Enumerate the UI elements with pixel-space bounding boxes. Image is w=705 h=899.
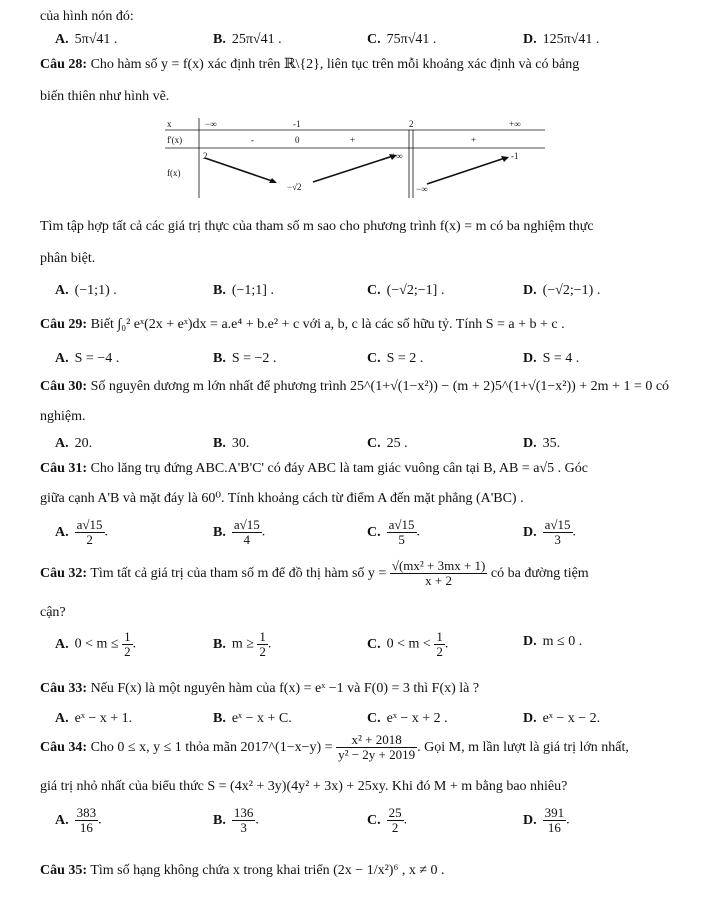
q29-option-a[interactable]: A. S = −4 .	[55, 351, 120, 366]
q34-option-a[interactable]: A. $\frac{383}{16}$ .	[55, 805, 102, 835]
arrow-increase-2	[427, 158, 505, 184]
q28-option-a[interactable]: A. (−1;1) .	[55, 283, 117, 298]
variation-table	[165, 118, 545, 198]
vt-x-1: -1	[293, 119, 301, 129]
vt-f-val-4: -1	[511, 151, 519, 161]
vt-fp-sign-3: +	[471, 135, 477, 145]
q29-options	[55, 347, 655, 373]
q34-option-d[interactable]: D. $\frac{391}{16}$ .	[523, 805, 570, 835]
q32-fraction: $\frac{\text{√(mx² + 3mx + 1)}}{x + 2}$	[391, 558, 486, 589]
q32-option-c[interactable]: C. 0 < m < $\frac{1}{2}$ .	[367, 629, 449, 659]
q34-options	[55, 806, 655, 846]
q27-option-d[interactable]: D. 125π√41 .	[523, 32, 600, 47]
q33-option-c[interactable]: C. eˣ − x + 2 .	[367, 711, 448, 726]
q28-option-c[interactable]: C. (−√2;−1] .	[367, 283, 445, 298]
q28-option-d[interactable]: D. (−√2;−1) .	[523, 283, 601, 298]
q28-text-3: Tìm tập hợp tất cả các giá trị thực của tham số m sao cho phương trình f(x) = m có ba nghiệm thực	[40, 219, 594, 234]
q29-option-b[interactable]: B. S = −2 .	[213, 351, 277, 366]
q32-option-a[interactable]: A. 0 < m ≤ $\frac{1}{2}$ .	[55, 629, 137, 659]
q33-option-b[interactable]: B. eˣ − x + C.	[213, 711, 292, 726]
q29-option-d[interactable]: D. S = 4 .	[523, 351, 580, 366]
q28-option-b[interactable]: B. (−1;1] .	[213, 283, 274, 298]
q30-option-b[interactable]: B. 30.	[213, 436, 250, 451]
q31-text-1: Câu 31: Cho lăng trụ đứng ABC.A'B'C' có đáy ABC là tam giác vuông cân tại B, AB = a√5 . Góc	[40, 461, 588, 476]
q27-tail: của hình nón đó:	[40, 9, 134, 24]
q32-option-b[interactable]: B. m ≥ $\frac{1}{2}$ .	[213, 629, 272, 659]
q30-option-d[interactable]: D. 35.	[523, 436, 561, 451]
q32-option-d[interactable]: D. m ≤ 0 .	[523, 634, 583, 649]
q28-text-4: phân biệt.	[40, 251, 96, 266]
q33-options	[55, 707, 655, 733]
q28-text-2: biến thiên như hình vẽ.	[40, 89, 170, 104]
vt-f-val-3: −∞	[416, 184, 428, 194]
q34-fraction: $\frac{\text{x² + 2018}}{\text{y² − 2y + 2019}}$	[338, 732, 416, 763]
q31-option-d[interactable]: D. $\frac{a√15}{3}$ .	[523, 517, 577, 547]
vt-f-val-0: 2	[203, 151, 208, 161]
q30-options	[55, 432, 655, 458]
q31-text-2: giữa cạnh A'B và mặt đáy là 60⁰. Tính khoảng cách từ điểm A đến mặt phẳng (A'BC) .	[40, 491, 524, 506]
q27-option-a[interactable]: A. 5π√41 .	[55, 32, 118, 47]
q34-text-2: giá trị nhỏ nhất của biểu thức S = (4x² + 3y)(4y² + 3x) + 25xy. Khi đó M + m bằng bao nhiêu?	[40, 779, 568, 794]
vt-f-label: f(x)	[167, 168, 181, 178]
vt-fp-sign-1: 0	[295, 135, 300, 145]
q34-option-b[interactable]: B. $\frac{136}{3}$ .	[213, 805, 259, 835]
vt-x-0: −∞	[205, 119, 217, 129]
q32-text-1: Câu 32: Tìm tất cả giá trị của tham số m để đồ thị hàm số y = $\frac{\text{√(mx² + 3mx + 1)}}{x + 2}$ có ba đường tiệm	[40, 558, 589, 589]
q30-text-2: nghiệm.	[40, 409, 86, 424]
q31-option-c[interactable]: C. $\frac{a√15}{5}$ .	[367, 517, 421, 547]
q31-options	[55, 518, 655, 558]
arrow-decrease	[205, 158, 275, 182]
q32-options	[55, 630, 655, 670]
q33-text: Câu 33: Nếu F(x) là một nguyên hàm của f(x) = eˣ −1 và F(0) = 3 thì F(x) là ?	[40, 681, 480, 696]
q28-text-1: Câu 28: Cho hàm số y = f(x) xác định trên ℝ\{2}, liên tục trên mỗi khoảng xác định và có bảng	[40, 57, 580, 72]
arrow-increase-1	[313, 156, 393, 182]
q31-option-b[interactable]: B. $\frac{a√15}{4}$ .	[213, 517, 266, 547]
q29-text: Câu 29: Biết ∫₀² eˣ(2x + eˣ)dx = a.e⁴ + b.e² + c với a, b, c là các số hữu tỷ. Tính S = a + b + c .	[40, 317, 565, 332]
vt-x-2: 2	[409, 119, 414, 129]
q28-options	[55, 279, 655, 305]
q30-option-a[interactable]: A. 20.	[55, 436, 93, 451]
q33-option-a[interactable]: A. eˣ − x + 1.	[55, 711, 133, 726]
q30-option-c[interactable]: C. 25 .	[367, 436, 408, 451]
q27-option-b[interactable]: B. 25π√41 .	[213, 32, 282, 47]
vt-f-val-2: +∞	[391, 151, 403, 161]
q34-text-1: Câu 34: Cho 0 ≤ x, y ≤ 1 thỏa mãn 2017^(1−x−y) = $\frac{\text{x² + 2018}}{\text{y² − 2y + 2019}}$ . Gọi M, m lần lượt là giá trị lớn nhất,	[40, 732, 629, 763]
vt-x-label: x	[167, 119, 172, 129]
q27-options	[55, 28, 655, 54]
variation-table-grid	[165, 118, 545, 198]
vt-fp-sign-0: -	[251, 135, 254, 145]
q30-text-1: Câu 30: Số nguyên dương m lớn nhất để phương trình 25^(1+√(1−x²)) − (m + 2)5^(1+√(1−x²)) + 2m + 1 = 0 có	[40, 379, 670, 394]
vt-f-val-1: −√2	[287, 182, 302, 192]
q31-option-a[interactable]: A. $\frac{a√15}{2}$ .	[55, 517, 109, 547]
q33-option-d[interactable]: D. eˣ − x − 2.	[523, 711, 601, 726]
q29-option-c[interactable]: C. S = 2 .	[367, 351, 424, 366]
vt-fp-sign-2: +	[350, 135, 356, 145]
q34-option-c[interactable]: C. $\frac{25}{2}$ .	[367, 805, 408, 835]
q27-option-c[interactable]: C. 75π√41 .	[367, 32, 437, 47]
q32-text-2: cận?	[40, 605, 66, 620]
vt-fp-label: f'(x)	[167, 135, 183, 145]
vt-x-3: +∞	[509, 119, 521, 129]
q35-text: Câu 35: Tìm số hạng không chứa x trong khai triển (2x − 1/x²)⁶ , x ≠ 0 .	[40, 863, 445, 878]
